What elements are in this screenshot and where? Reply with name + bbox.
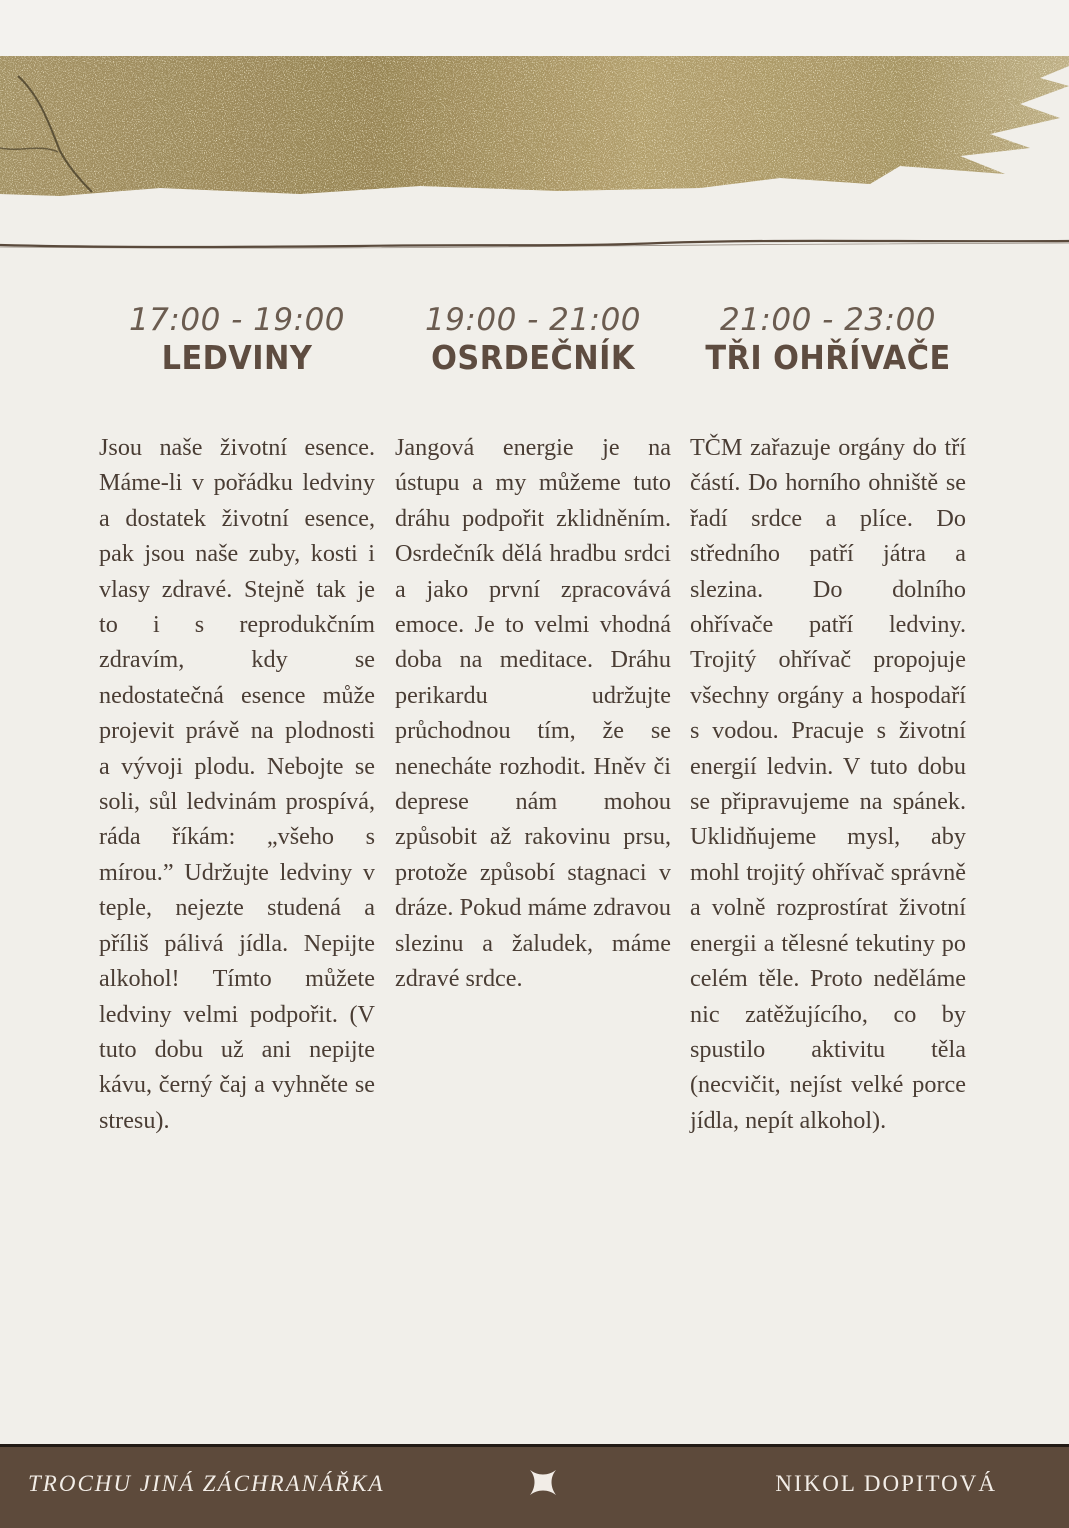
footer-bar bbox=[0, 1444, 1069, 1528]
section-tri-ohrivace bbox=[690, 300, 966, 1138]
section-organ-title: OSRDEČNÍK bbox=[431, 338, 635, 377]
top-margin bbox=[0, 0, 1069, 56]
section-body-text: TČM zařazuje orgány do tří částí. Do horního ohniště se řadí srdce a plíce. Do středního patří játra a slezina. Do dolního ohřívače patří ledviny. Trojitý ohřívač propojuje všechny orgány a hospodaří s vodou. Pracuje s životní energií ledvin. V tuto dobu se připravujeme na spánek. Uklidňujeme mysl, aby mohl trojitý ohřívač správně a volně rozprostírat životní energii a tělesné tekutiny po celém těle. Proto neděláme nic zatěžujícího, co by spustilo aktivitu těla (necvičit, nejíst velké porce jídla, nepít alkohol). bbox=[690, 434, 966, 1134]
four-point-star-icon bbox=[528, 1467, 558, 1497]
gold-brush-stroke-banner bbox=[0, 56, 1069, 196]
hand-drawn-line-icon bbox=[0, 236, 1069, 252]
section-time: 21:00 - 23:00 bbox=[719, 302, 937, 338]
footer-brand: TROCHU JINÁ ZÁCHRANÁŘKA bbox=[28, 1471, 385, 1496]
section-osrdecnik bbox=[395, 300, 671, 997]
footer-author: NIKOL DOPITOVÁ bbox=[775, 1471, 997, 1496]
section-time: 19:00 - 21:00 bbox=[424, 302, 642, 338]
section-time: 17:00 - 19:00 bbox=[128, 302, 346, 338]
section-body-text: Jsou naše životní esence. Máme-li v pořádku ledviny a dostatek životní esence, pak jsou naše zuby, kosti i vlasy zdravé. Stejně tak je to i s reprodukčním zdravím, kdy se nedostatečná esence může projevit právě na plodnosti a vývoji plodu. Nebojte se soli, sůl ledvinám prospívá, ráda říkám: „všeho s mírou.” Udržujte ledviny v teple, nejezte studená a příliš pálivá jídla. Nepijte alkohol! Tímto můžete ledviny velmi podpořit. (V tuto dobu už ani nepijte kávu, černý čaj a vyhněte se stresu). bbox=[99, 434, 375, 1134]
gold-brush-stroke-icon bbox=[0, 56, 1069, 196]
section-body-text: Jangová energie je na ústupu a my můžeme tuto dráhu podpořit zklidněním. Osrdečník dělá hradbu srdci a jako první zpracovává emoce. Je to velmi vhodná doba na meditace. Dráhu perikardu udržujte průchodnou tím, že se nenecháte rozhodit. Hněv či deprese nám mohou způsobit až rakovinu prsu, protože způsobí stagnaci v dráze. Pokud máme zdravou slezinu a žaludek, máme zdravé srdce. bbox=[395, 434, 671, 993]
section-ledviny bbox=[99, 300, 375, 1138]
section-organ-title: TŘI OHŘÍVAČE bbox=[705, 338, 951, 377]
section-organ-title: LEDVINY bbox=[161, 338, 313, 377]
hand-drawn-divider bbox=[0, 236, 1069, 252]
